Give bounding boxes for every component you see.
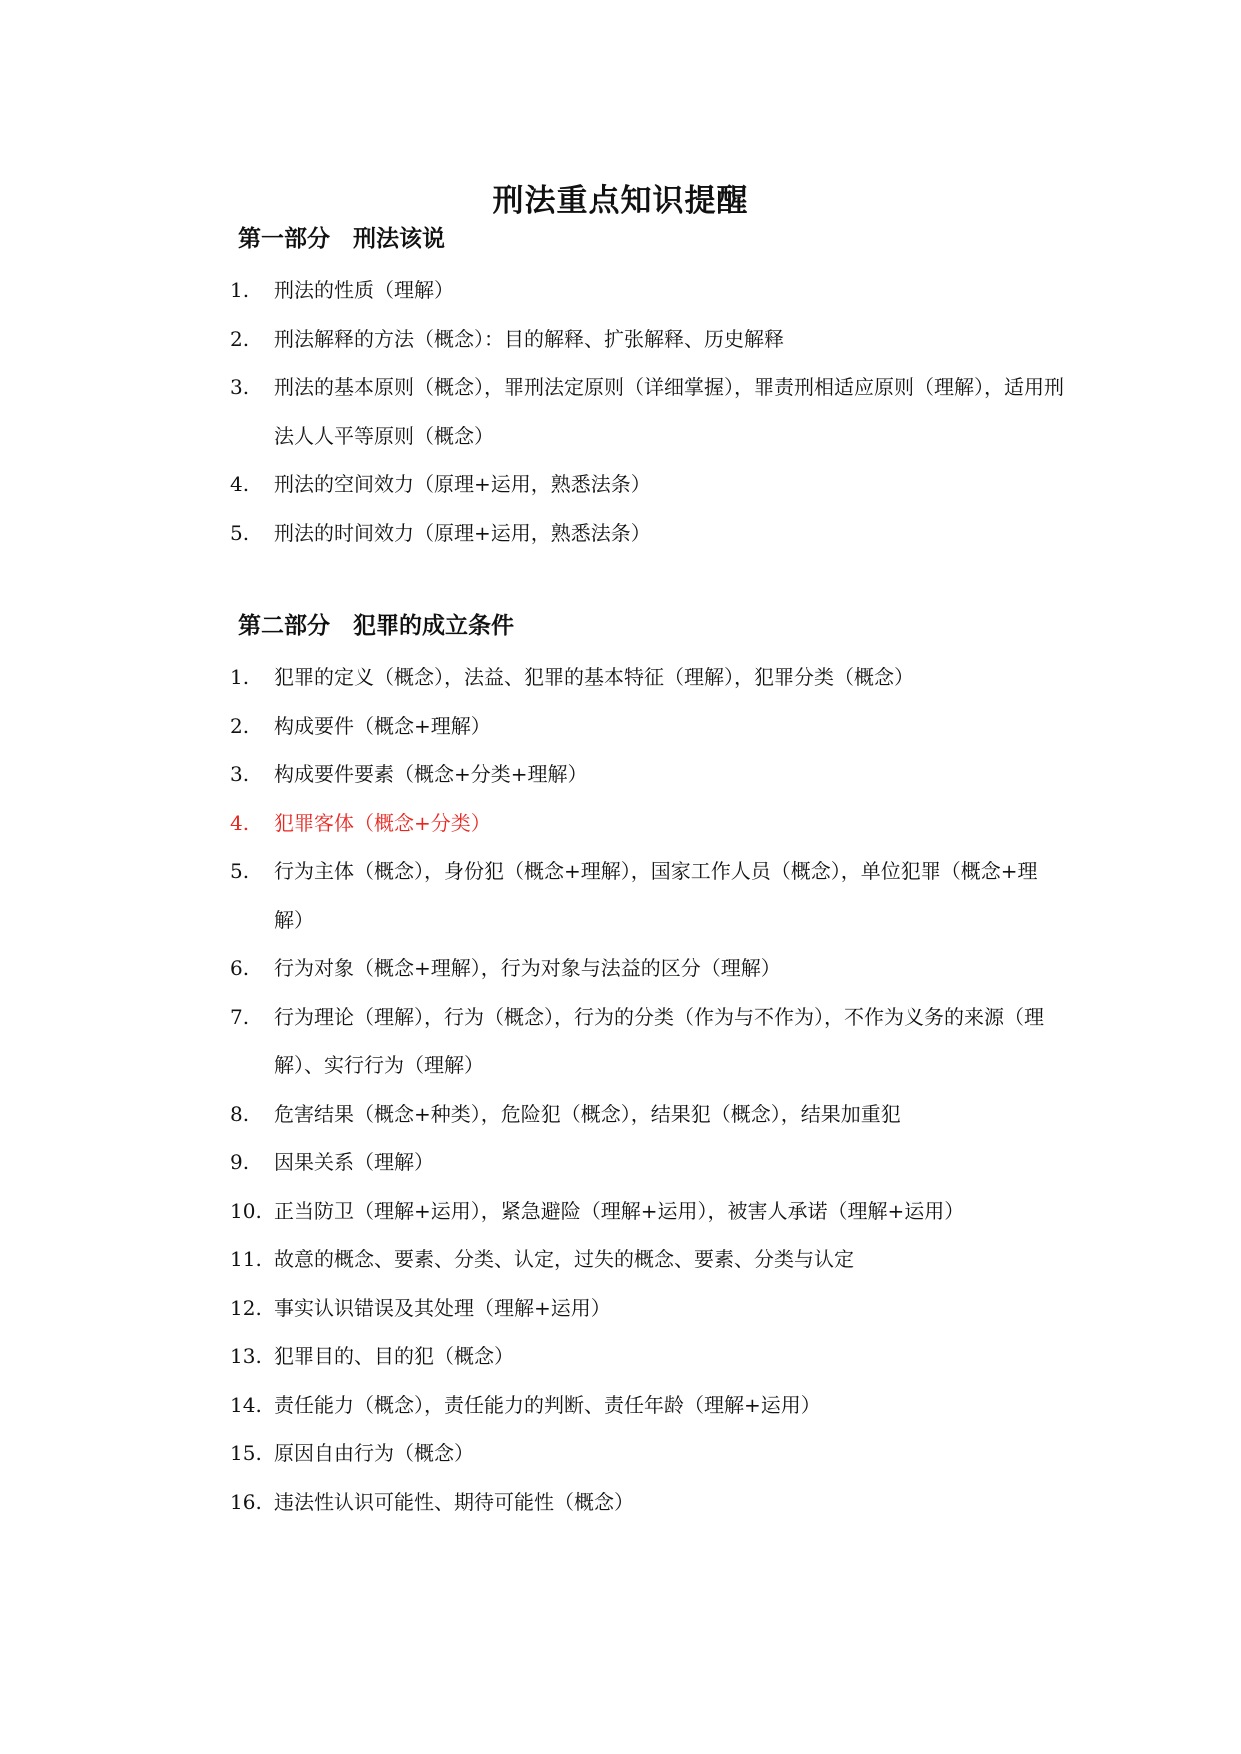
- item-text: 犯罪目的、目的犯（概念）: [274, 1344, 514, 1368]
- item-text: 违法性认识可能性、期待可能性（概念）: [274, 1489, 634, 1514]
- item-text: 刑法的基本原则（概念），罪刑法定原则（详细掌握），罪责刑相适应原则（理解），适用刑法人人平等原则（概念）: [274, 375, 1064, 448]
- list-item: [0, 509, 1241, 558]
- item-text: 行为对象（概念+理解），行为对象与法益的区分（理解）: [274, 956, 781, 980]
- list-item: [0, 1187, 1241, 1236]
- item-number: 8.: [230, 1101, 250, 1126]
- item-number: 7.: [230, 1004, 250, 1029]
- item-text: 故意的概念、要素、分类、认定，过失的概念、要素、分类与认定: [274, 1247, 854, 1271]
- item-text: 因果关系（理解）: [274, 1150, 434, 1174]
- list-item: [0, 1429, 1241, 1478]
- list-item: [0, 1381, 1241, 1430]
- item-number: 4.: [230, 472, 250, 496]
- item-text: 刑法的性质（理解）: [274, 278, 454, 302]
- item-number: 2.: [230, 326, 250, 351]
- item-number: 5.: [230, 520, 250, 545]
- item-text: 行为理论（理解），行为（概念），行为的分类（作为与不作为），不作为义务的来源（理解）、实行行为（理解）: [274, 1004, 1044, 1077]
- item-number: 1.: [230, 278, 250, 302]
- list-item: [0, 1332, 1241, 1381]
- item-number: 6.: [230, 956, 250, 980]
- list-item: [0, 1090, 1241, 1139]
- section-part-1: [0, 220, 1241, 557]
- item-text: 刑法解释的方法（概念）：目的解释、扩张解释、历史解释: [274, 326, 784, 351]
- item-text: 原因自由行为（概念）: [274, 1441, 474, 1465]
- page-title: 刑法重点知识提醒: [492, 182, 749, 219]
- item-text: 正当防卫（理解+运用），紧急避险（理解+运用），被害人承诺（理解+运用）: [274, 1198, 965, 1223]
- item-number: 11.: [230, 1247, 262, 1271]
- item-text: 犯罪的定义（概念），法益、犯罪的基本特征（理解），犯罪分类（概念）: [274, 665, 914, 689]
- list-item: [0, 363, 1241, 460]
- list-item: [0, 847, 1241, 944]
- list-item: [0, 266, 1241, 315]
- item-number: 3.: [230, 375, 250, 399]
- item-text: 事实认识错误及其处理（理解+运用）: [274, 1295, 611, 1320]
- item-number: 10.: [230, 1198, 262, 1223]
- item-number: 16.: [230, 1489, 262, 1514]
- list-item: [0, 1284, 1241, 1333]
- list-item: [0, 653, 1241, 702]
- item-number: 1.: [230, 665, 250, 689]
- list-item: [0, 944, 1241, 993]
- item-text: 责任能力（概念），责任能力的判断、责任年龄（理解+运用）: [274, 1392, 821, 1417]
- list-item: [0, 315, 1241, 364]
- section-part-2: [0, 607, 1241, 1526]
- list-item: [0, 702, 1241, 751]
- item-text: 犯罪客体（概念+分类）: [274, 810, 491, 835]
- item-text: 危害结果（概念+种类），危险犯（概念），结果犯（概念），结果加重犯: [274, 1101, 901, 1126]
- item-number: 4.: [230, 810, 250, 835]
- item-number: 3.: [230, 762, 250, 786]
- list-item: [0, 1235, 1241, 1284]
- item-list: [0, 266, 1241, 557]
- item-number: 13.: [230, 1344, 262, 1368]
- item-number: 14.: [230, 1392, 262, 1417]
- item-number: 12.: [230, 1295, 262, 1320]
- list-item: [0, 1138, 1241, 1187]
- item-list: [0, 653, 1241, 1526]
- item-text: 构成要件要素（概念+分类+理解）: [274, 762, 588, 786]
- item-number: 5.: [230, 859, 250, 883]
- item-text: 构成要件（概念+理解）: [274, 713, 491, 738]
- item-text: 行为主体（概念），身份犯（概念+理解），国家工作人员（概念），单位犯罪（概念+理解）: [274, 859, 1038, 932]
- item-number: 15.: [230, 1441, 262, 1465]
- item-number: 2.: [230, 713, 250, 738]
- item-text: 刑法的空间效力（原理+运用，熟悉法条）: [274, 472, 651, 496]
- list-item-highlighted: [0, 799, 1241, 848]
- list-item: [0, 1478, 1241, 1527]
- list-item: [0, 993, 1241, 1090]
- item-text: 刑法的时间效力（原理+运用，熟悉法条）: [274, 520, 651, 545]
- list-item: [0, 750, 1241, 799]
- list-item: [0, 460, 1241, 509]
- item-number: 9.: [230, 1150, 250, 1174]
- section-heading: 第一部分 刑法该说: [238, 226, 445, 252]
- section-heading: 第二部分 犯罪的成立条件: [238, 613, 514, 639]
